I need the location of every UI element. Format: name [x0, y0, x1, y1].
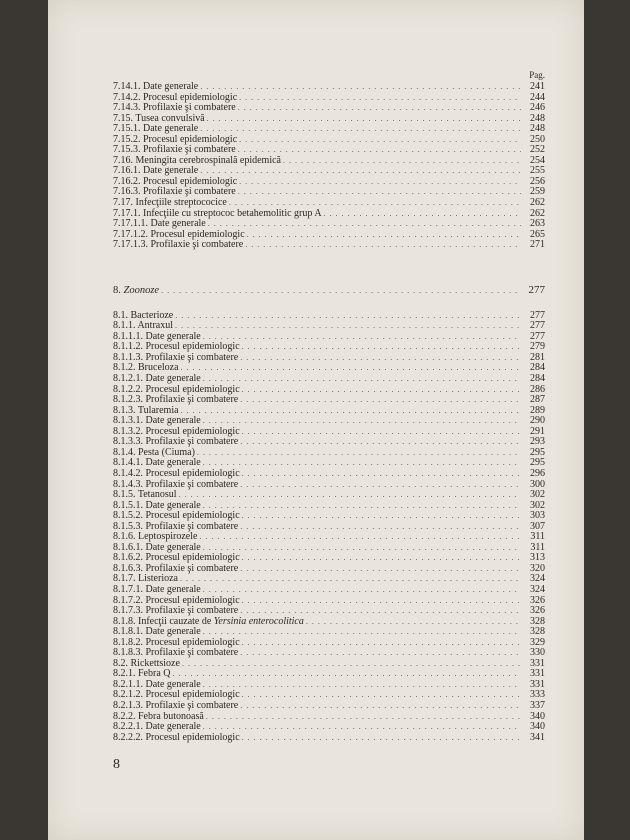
leader-dots: [203, 458, 521, 469]
toc-entry-page: 295: [530, 457, 545, 469]
toc-entry-page: 300: [530, 478, 545, 490]
toc-entry-page: 302: [530, 499, 545, 511]
toc-entry: [113, 311, 545, 322]
toc-entry-page: 277: [530, 320, 545, 332]
toc-entry-title: 7.14.3. Profilaxie şi combatere: [113, 102, 236, 114]
leader-dots: [208, 219, 521, 230]
toc-section-8: [113, 311, 545, 743]
toc-entry-title: 8.1.8. Infecţii cauzate de Yersinia enterocolitica: [113, 615, 304, 627]
toc-entry-page: 331: [530, 668, 545, 680]
toc-entry-title: 7.16.2. Procesul epidemiologic: [113, 175, 238, 187]
toc-entry-page: 289: [530, 404, 545, 416]
toc-entry-title: 8.1.7.3. Profilaxie şi combatere: [113, 605, 239, 617]
leader-dots: [203, 627, 521, 638]
toc-entry: [113, 659, 545, 670]
toc-entry-page: 324: [530, 583, 545, 595]
leader-dots: [242, 638, 521, 649]
toc-entry-title: 8.1.5. Tetanosul: [113, 489, 177, 501]
leader-dots: [203, 585, 521, 596]
toc-entry-title: 8.1.6. Leptospirozele: [113, 531, 198, 543]
toc-entry-page: 271: [530, 239, 545, 251]
leader-dots: [181, 363, 521, 374]
leader-dots: [242, 690, 521, 701]
toc-entry-page: 303: [530, 510, 545, 522]
toc-entry-title: 8.1.6.2. Procesul epidemiologic: [113, 552, 240, 564]
chapter-page: 277: [528, 283, 545, 296]
toc-entry-page: 277: [530, 309, 545, 321]
toc-entry-page: 328: [530, 615, 545, 627]
leader-dots: [245, 240, 521, 251]
toc-entry-page: 326: [530, 594, 545, 606]
toc-entry-page: 311: [530, 541, 545, 553]
leader-dots: [206, 712, 521, 723]
toc-entry-title: 7.17.1. Infecţiile cu streptococ betahemolitic grup A: [113, 207, 322, 219]
leader-dots: [161, 283, 521, 294]
toc-entry-title: 8.1.2.3. Profilaxie şi combatere: [113, 394, 239, 406]
toc-entry-title: 8.1.5.2. Procesul epidemiologic: [113, 510, 240, 522]
leader-dots: [181, 406, 521, 417]
toc-entry-page: 331: [530, 678, 545, 690]
leader-dots: [200, 82, 521, 93]
leader-dots: [199, 532, 521, 543]
toc-entry-title: 8.1.8.1. Date generale: [113, 626, 201, 638]
toc-entry-page: 291: [530, 425, 545, 437]
toc-entry-title: 7.16. Meningita cerebrospinală epidemică: [113, 154, 281, 166]
leader-dots: [239, 135, 521, 146]
leader-dots: [240, 564, 521, 575]
leader-dots: [242, 511, 521, 522]
toc-entry-page: 254: [530, 154, 545, 166]
toc-entry-title: 8.1.3. Tularemia: [113, 404, 179, 416]
toc-entry-page: 302: [530, 489, 545, 501]
leader-dots: [240, 648, 521, 659]
toc-entry-title: 8.1.1.1. Date generale: [113, 330, 201, 342]
toc-entry-title: 7.15.1. Date generale: [113, 123, 199, 135]
toc-entry-page: 333: [530, 689, 545, 701]
toc-entry-page: 320: [530, 562, 545, 574]
toc-chapter-8: [113, 282, 545, 298]
page-number: 8: [113, 757, 120, 772]
toc-entry-page: 262: [530, 197, 545, 209]
toc-entry-page: 296: [530, 467, 545, 479]
leader-dots: [242, 427, 521, 438]
chapter-number: 8.: [113, 284, 121, 296]
toc-entry-title: 7.15.2. Procesul epidemiologic: [113, 133, 238, 145]
toc-entry-title: 8.1.1.3. Profilaxie şi combatere: [113, 351, 239, 363]
toc-entry-page: 307: [530, 520, 545, 532]
toc-entry-title: 8.1.6.1. Date generale: [113, 541, 201, 553]
leader-dots: [197, 448, 521, 459]
toc-entry-page: 326: [530, 605, 545, 617]
leader-dots: [240, 353, 521, 364]
toc-entry-page: 256: [530, 175, 545, 187]
toc-entry-title: 7.15. Tusea convulsivă: [113, 112, 205, 124]
toc-entry-title: 7.17.1.2. Procesul epidemiologic: [113, 228, 245, 240]
leader-dots: [240, 437, 521, 448]
leader-dots: [242, 469, 521, 480]
chapter-title: Zoonoze: [123, 284, 160, 296]
toc-entry-title: 8.1.4.2. Procesul epidemiologic: [113, 467, 240, 479]
leader-dots: [238, 187, 521, 198]
leader-dots: [203, 722, 521, 733]
leader-dots: [179, 490, 521, 501]
toc-entry-title: 7.17. Infecţiile streptococice: [113, 197, 227, 209]
leader-dots: [173, 669, 522, 680]
toc-entry: [113, 480, 545, 491]
toc-entry-page: 311: [530, 531, 545, 543]
toc-entry-page: 284: [530, 373, 545, 385]
toc-entry-page: 241: [530, 81, 545, 92]
toc-entry-page: 328: [530, 626, 545, 638]
toc-entry-page: 263: [530, 218, 545, 230]
leader-dots: [239, 177, 521, 188]
toc-entry-page: 330: [530, 647, 545, 659]
leader-dots: [324, 209, 521, 220]
toc-entry-title: 8.2.1.1. Date generale: [113, 678, 201, 690]
toc-entry-page: 340: [530, 721, 545, 733]
toc-entry-page: 295: [530, 446, 545, 458]
leader-dots: [240, 480, 521, 491]
toc-entry-page: 324: [530, 573, 545, 585]
leader-dots: [175, 311, 521, 322]
toc-entry-page: 277: [530, 330, 545, 342]
toc-entry-title: 7.16.1. Date generale: [113, 165, 199, 177]
toc-entry-page: 244: [530, 91, 545, 103]
toc-entry-page: 331: [530, 657, 545, 669]
toc-entry-page: 279: [530, 341, 545, 353]
leader-dots: [203, 680, 521, 691]
toc-entry: [113, 240, 545, 251]
toc-entry-title: 8.2. Rickettsioze: [113, 657, 180, 669]
leader-dots: [247, 230, 521, 241]
leader-dots: [203, 501, 521, 512]
toc-entry-title: 7.16.3. Profilaxie şi combatere: [113, 186, 236, 198]
toc-entry-title: 8.2.1. Febra Q: [113, 668, 171, 680]
toc-entry-title: 8.2.2.2. Procesul epidemiologic: [113, 731, 240, 743]
leader-dots: [203, 543, 521, 554]
toc-entry-title: 8.1.5.1. Date generale: [113, 499, 201, 511]
toc-entry-title: 8.1.5.3. Profilaxie şi combatere: [113, 520, 239, 532]
toc-entry-page: 337: [530, 699, 545, 711]
leader-dots: [242, 342, 521, 353]
toc-entry-title: 8.1.3.2. Procesul epidemiologic: [113, 425, 240, 437]
leader-dots: [242, 385, 521, 396]
toc-entry-page: 284: [530, 362, 545, 374]
toc-entry-page: 341: [530, 731, 545, 743]
toc-entry-title: 7.14.2. Procesul epidemiologic: [113, 91, 238, 103]
toc-entry-title: 8.1.4.3. Profilaxie şi combatere: [113, 478, 239, 490]
toc-entry-page: 287: [530, 394, 545, 406]
toc-entry-page: 290: [530, 415, 545, 427]
toc-entry-page: 329: [530, 636, 545, 648]
toc-entry-page: 250: [530, 133, 545, 145]
toc-entry-page: 248: [530, 123, 545, 135]
toc-entry-title: 7.14.1. Date generale: [113, 81, 199, 92]
leader-dots: [200, 166, 521, 177]
toc-entry-title: 7.15.3. Profilaxie şi combatere: [113, 144, 236, 156]
leader-dots: [182, 659, 521, 670]
toc-entry-title: 8.1.3.1. Date generale: [113, 415, 201, 427]
toc-entry-page: 259: [530, 186, 545, 198]
toc-entry-title: 8.1. Bacterioze: [113, 309, 174, 321]
leader-dots: [240, 395, 521, 406]
leader-dots: [238, 103, 521, 114]
toc-entry-page: 248: [530, 112, 545, 124]
toc-entry-page: 286: [530, 383, 545, 395]
leader-dots: [240, 522, 521, 533]
toc-entry-title: 8.2.2.1. Date generale: [113, 721, 201, 733]
leader-dots: [242, 553, 521, 564]
toc-entry-title: 8.1.7.2. Procesul epidemiologic: [113, 594, 240, 606]
leader-dots: [240, 701, 521, 712]
toc-entry-title: 8.1.4.1. Date generale: [113, 457, 201, 469]
leader-dots: [203, 374, 521, 385]
toc-entry-page: 265: [530, 228, 545, 240]
leader-dots: [180, 574, 521, 585]
leader-dots: [175, 321, 521, 332]
toc-entry-page: 246: [530, 102, 545, 114]
leader-dots: [203, 332, 521, 343]
toc-entry-page: 262: [530, 207, 545, 219]
toc-entry-title: 8.1.2. Bruceloza: [113, 362, 179, 374]
page-column-label: Pag.: [529, 70, 545, 80]
toc-entry-title: 8.1.2.1. Date generale: [113, 373, 201, 385]
toc-entry: [113, 733, 545, 744]
leader-dots: [200, 124, 521, 135]
leader-dots: [203, 416, 521, 427]
toc-entry-title: 8.1.6.3. Profilaxie şi combatere: [113, 562, 239, 574]
leader-dots: [239, 93, 521, 104]
leader-dots: [207, 114, 521, 125]
toc-entry-page: 281: [530, 351, 545, 363]
toc-entry-page: 313: [530, 552, 545, 564]
toc-entry-title: 8.1.8.2. Procesul epidemiologic: [113, 636, 240, 648]
toc-entry-title: 8.2.2. Febra butonoasă: [113, 710, 204, 722]
leader-dots: [306, 617, 521, 628]
toc-entry-page: 252: [530, 144, 545, 156]
toc-entry-page: 255: [530, 165, 545, 177]
toc-entry-italic: Yersinia enterocolitica: [213, 615, 304, 627]
toc-entry-title: 8.1.7.1. Date generale: [113, 583, 201, 595]
toc-entry-page: 293: [530, 436, 545, 448]
toc-entry-title: 8.1.7. Listerioza: [113, 573, 178, 585]
toc-entry-title: 8.1.2.2. Procesul epidemiologic: [113, 383, 240, 395]
toc-entry-title: 7.17.1.1. Date generale: [113, 218, 206, 230]
leader-dots: [283, 156, 521, 167]
toc-entry-title: 8.2.1.3. Profilaxie şi combatere: [113, 699, 239, 711]
toc-entry-title: 8.1.4. Pesta (Ciuma): [113, 446, 195, 458]
toc-entry-title: 8.1.8.3. Profilaxie şi combatere: [113, 647, 239, 659]
toc-entry-title: 8.2.1.2. Procesul epidemiologic: [113, 689, 240, 701]
leader-dots: [242, 596, 521, 607]
toc-entry-title: 7.17.1.3. Profilaxie şi combatere: [113, 239, 244, 251]
table-of-contents: [113, 68, 545, 743]
toc-entry-title: 8.1.1.2. Procesul epidemiologic: [113, 341, 240, 353]
leader-dots: [242, 733, 521, 744]
toc-section-7: [113, 82, 545, 251]
toc-entry-page: 340: [530, 710, 545, 722]
toc-entry-title: 8.1.3.3. Profilaxie şi combatere: [113, 436, 239, 448]
toc-entry-title: 8.1.1. Antraxul: [113, 320, 173, 332]
